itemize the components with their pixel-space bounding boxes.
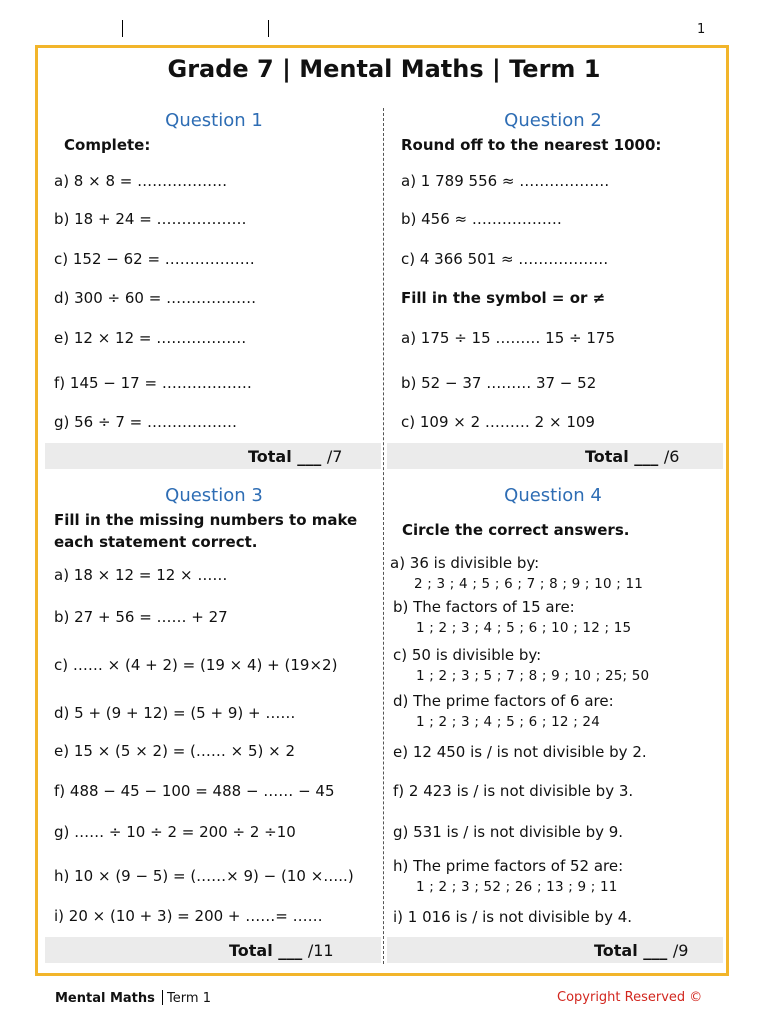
- footer-copyright: Copyright Reserved ©: [557, 990, 703, 1005]
- q3-instruction-line2: each statement correct.: [54, 533, 258, 551]
- q1-item: f) 145 − 17 = ………………: [54, 374, 252, 392]
- q2-symbol-item: b) 52 − 37 ……… 37 − 52: [401, 374, 597, 392]
- q4-heading: Question 4: [504, 485, 602, 506]
- q2-instruction-symbol: Fill in the symbol = or ≠: [401, 289, 606, 307]
- q4-item-h-options: 1 ; 2 ; 3 ; 52 ; 26 ; 13 ; 9 ; 11: [416, 879, 618, 895]
- q4-instruction: Circle the correct answers.: [402, 521, 630, 539]
- header-separator-left: [122, 20, 123, 37]
- q3-item: c) …… × (4 + 2) = (19 × 4) + (19×2): [54, 656, 338, 674]
- q3-total: Total ___ /11: [229, 941, 334, 960]
- q3-instruction-line1: Fill in the missing numbers to make: [54, 511, 358, 529]
- q1-item: d) 300 ÷ 60 = ………………: [54, 289, 257, 307]
- q4-item-g: g) 531 is / is not divisible by 9.: [393, 823, 624, 841]
- q4-item-c: c) 50 is divisible by:: [393, 646, 542, 664]
- q1-item: e) 12 × 12 = ………………: [54, 329, 247, 347]
- footer-subject: Mental Maths: [55, 991, 155, 1006]
- q1-item: a) 8 × 8 = ………………: [54, 172, 228, 190]
- q3-item: i) 20 × (10 + 3) = 200 + ……= ……: [54, 907, 323, 925]
- q4-item-a-options: 2 ; 3 ; 4 ; 5 ; 6 ; 7 ; 8 ; 9 ; 10 ; 11: [414, 576, 644, 592]
- q4-item-b-options: 1 ; 2 ; 3 ; 4 ; 5 ; 6 ; 10 ; 12 ; 15: [416, 620, 632, 636]
- q2-symbol-item: c) 109 × 2 ……… 2 × 109: [401, 413, 595, 431]
- worksheet-title: Grade 7 | Mental Maths | Term 1: [167, 55, 601, 83]
- q4-item-i: i) 1 016 is / is not divisible by 4.: [393, 908, 633, 926]
- q4-item-f: f) 2 423 is / is not divisible by 3.: [393, 782, 634, 800]
- q1-instruction: Complete:: [64, 136, 151, 154]
- q2-item: a) 1 789 556 ≈ ………………: [401, 172, 610, 190]
- q3-item: f) 488 − 45 − 100 = 488 − …… − 45: [54, 782, 335, 800]
- q3-item: e) 15 × (5 × 2) = (…… × 5) × 2: [54, 742, 296, 760]
- q1-heading: Question 1: [165, 110, 263, 131]
- q3-item: d) 5 + (9 + 12) = (5 + 9) + ……: [54, 704, 296, 722]
- q4-item-a: a) 36 is divisible by:: [390, 554, 540, 572]
- q1-item: b) 18 + 24 = ………………: [54, 210, 247, 228]
- q4-item-d: d) The prime factors of 6 are:: [393, 692, 614, 710]
- q4-item-b: b) The factors of 15 are:: [393, 598, 575, 616]
- q3-item: g) …… ÷ 10 ÷ 2 = 200 ÷ 2 ÷10: [54, 823, 296, 841]
- q4-item-d-options: 1 ; 2 ; 3 ; 4 ; 5 ; 6 ; 12 ; 24: [416, 714, 601, 730]
- q1-item: g) 56 ÷ 7 = ………………: [54, 413, 237, 431]
- column-divider: [383, 108, 384, 964]
- q2-item: b) 456 ≈ ………………: [401, 210, 562, 228]
- page-number: 1: [697, 22, 706, 37]
- q3-item: a) 18 × 12 = 12 × ……: [54, 566, 228, 584]
- q4-total: Total ___ /9: [594, 941, 689, 960]
- q1-total: Total ___ /7: [248, 447, 343, 466]
- q2-instruction: Round off to the nearest 1000:: [401, 136, 662, 154]
- q2-total: Total ___ /6: [585, 447, 680, 466]
- q1-item: c) 152 − 62 = ………………: [54, 250, 255, 268]
- footer-left: [55, 990, 211, 1006]
- footer-separator: [162, 990, 163, 1005]
- footer-term: Term 1: [167, 991, 211, 1006]
- header-separator-right: [268, 20, 269, 37]
- q3-item: b) 27 + 56 = …… + 27: [54, 608, 228, 626]
- q4-item-c-options: 1 ; 2 ; 3 ; 5 ; 7 ; 8 ; 9 ; 10 ; 25; 50: [416, 668, 650, 684]
- q3-item: h) 10 × (9 − 5) = (……× 9) − (10 ×…..): [54, 867, 354, 885]
- q2-heading: Question 2: [504, 110, 602, 131]
- q2-item: c) 4 366 501 ≈ ………………: [401, 250, 609, 268]
- q4-item-e: e) 12 450 is / is not divisible by 2.: [393, 743, 647, 761]
- q2-symbol-item: a) 175 ÷ 15 ……… 15 ÷ 175: [401, 329, 615, 347]
- q3-heading: Question 3: [165, 485, 263, 506]
- q4-item-h: h) The prime factors of 52 are:: [393, 857, 624, 875]
